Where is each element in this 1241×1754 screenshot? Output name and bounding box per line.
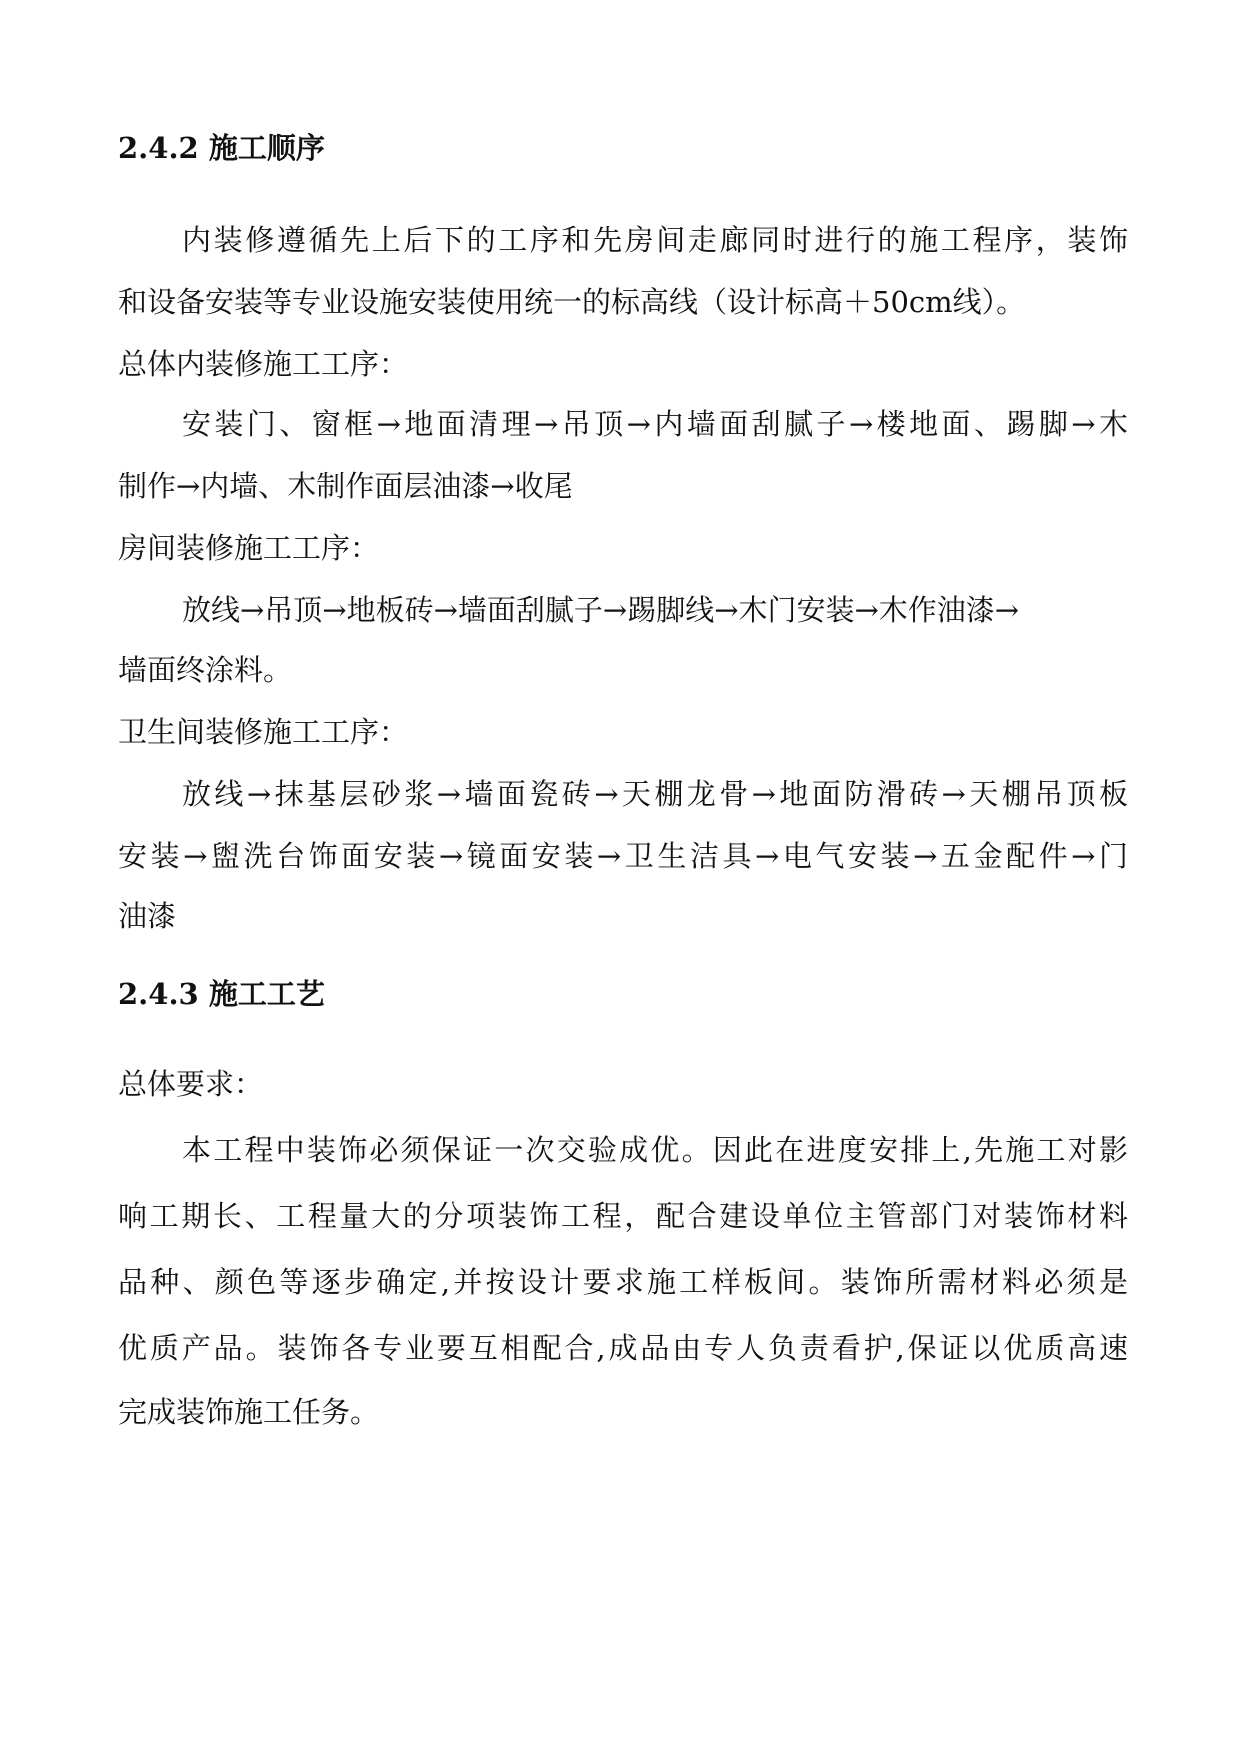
paragraph-line: 响工期长、工程量大的分项装饰工程，配合建设单位主管部门对装饰材料 [118, 1199, 1128, 1233]
paragraph-line: 优质产品。装饰各专业要互相配合,成品由专人负责看护,保证以优质高速 [118, 1331, 1128, 1365]
paragraph-line: 品种、颜色等逐步确定,并按设计要求施工样板间。装饰所需材料必须是 [118, 1265, 1128, 1299]
paragraph-line: 油漆 [118, 899, 177, 933]
subheading-bathroom-sequence: 卫生间装修施工工序： [118, 715, 409, 749]
subheading-room-sequence: 房间装修施工工序： [118, 531, 380, 565]
paragraph-line: 安装→盥洗台饰面安装→镜面安装→卫生洁具→电气安装→五金配件→门 [118, 839, 1128, 873]
paragraph-line: 安装门、窗框→地面清理→吊顶→内墙面刮腻子→楼地面、踢脚→木 [182, 407, 1128, 441]
paragraph-line: 放线→吊顶→地板砖→墙面刮腻子→踢脚线→木门安装→木作油漆→ [182, 593, 1020, 627]
paragraph-line: 完成装饰施工任务。 [118, 1395, 380, 1429]
subheading-overall-sequence: 总体内装修施工工序： [118, 347, 409, 381]
paragraph-line: 墙面终涂料。 [118, 653, 293, 687]
section-heading-2-4-3: 2.4.3 施工工艺 [118, 977, 325, 1011]
paragraph-line: 制作→内墙、木制作面层油漆→收尾 [118, 469, 573, 503]
paragraph-line: 内装修遵循先上后下的工序和先房间走廊同时进行的施工程序，装饰 [182, 223, 1128, 257]
subheading-general-requirements: 总体要求： [118, 1067, 264, 1101]
paragraph-line: 放线→抹基层砂浆→墙面瓷砖→天棚龙骨→地面防滑砖→天棚吊顶板 [182, 777, 1128, 811]
section-heading-2-4-2: 2.4.2 施工顺序 [118, 131, 325, 165]
paragraph-line: 和设备安装等专业设施安装使用统一的标高线（设计标高＋50cm线）。 [118, 285, 1026, 319]
paragraph-line: 本工程中装饰必须保证一次交验成优。因此在进度安排上,先施工对影 [182, 1133, 1128, 1167]
